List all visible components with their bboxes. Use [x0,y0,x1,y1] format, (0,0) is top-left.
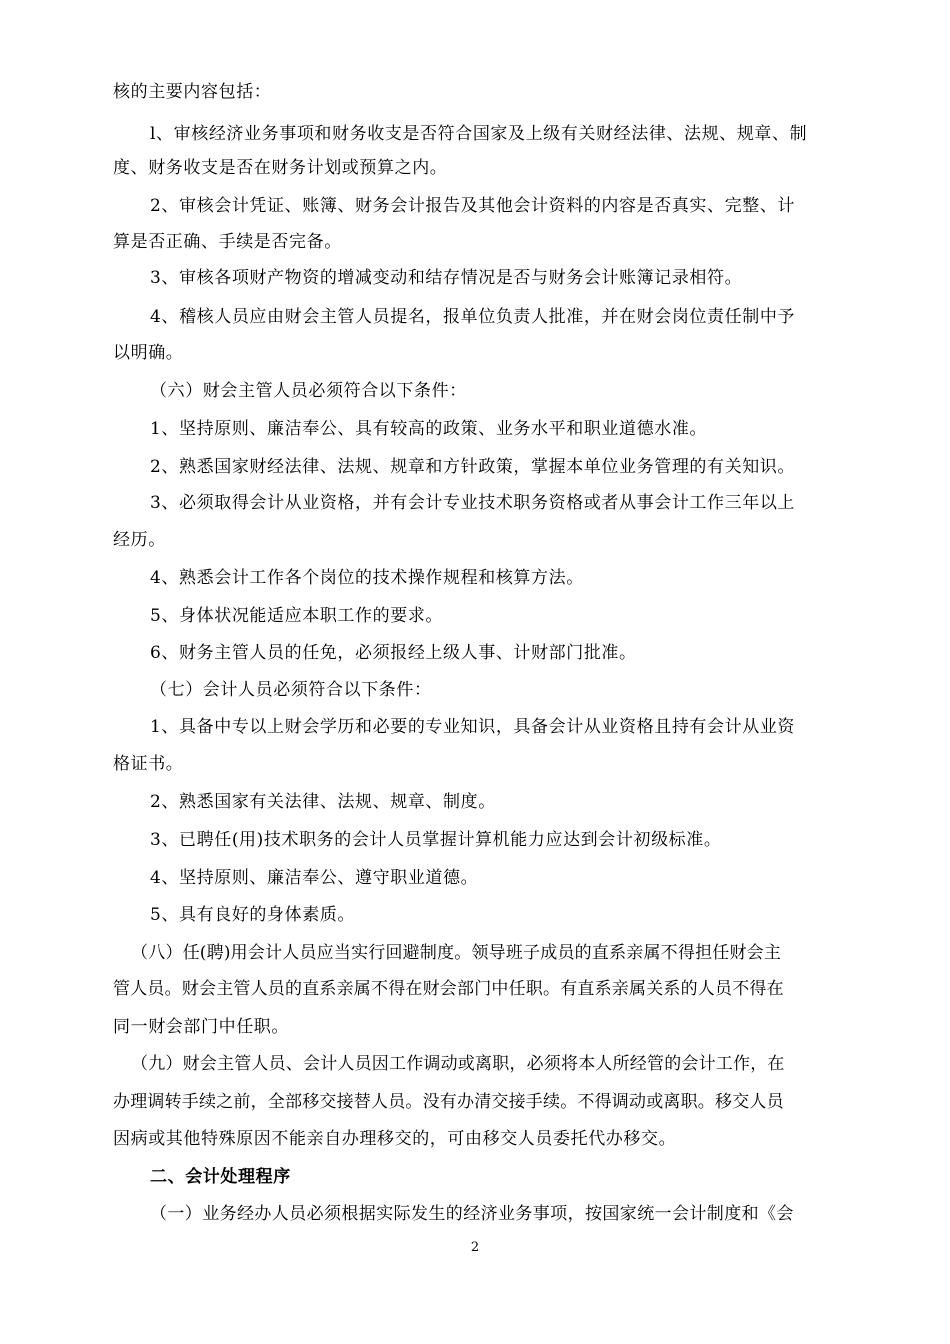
text-line: l、审核经济业务事项和财务收支是否符合国家及上级有关财经法律、法规、规章、制 [150,124,808,144]
text-line: 格证书。 [113,754,184,774]
text-line: 5、具有良好的身体素质。 [150,905,356,925]
text-line: 度、财务收支是否在财务计划或预算之内。 [113,158,448,178]
text-line: 1、坚持原则、廉洁奉公、具有较高的政策、业务水平和职业道德水准。 [150,419,708,439]
text-line: 2、熟悉国家财经法律、法规、规章和方针政策，掌握本单位业务管理的有关知识。 [150,457,796,477]
text-line: 以明确。 [113,343,184,363]
text-line: 3、已聘任(用)技术职务的会计人员掌握计算机能力应达到会计初级标准。 [150,830,722,850]
text-line: 算是否正确、手续是否完备。 [113,232,342,252]
text-line: 经历。 [113,530,166,550]
text-line: 3、审核各项财产物资的增减变动和结存情况是否与财务会计账簿记录相符。 [150,268,743,288]
text-line: （九）财会主管人员、会计人员因工作调动或离职，必须将本人所经管的会计工作，在 [131,1054,785,1074]
page-number: 2 [470,1240,480,1255]
text-line: 4、坚持原则、廉洁奉公、遵守职业道德。 [150,868,479,888]
text-line: 4、熟悉会计工作各个岗位的技术操作规程和核算方法。 [150,568,584,588]
text-line: 核的主要内容包括： [113,82,272,102]
text-line: 因病或其他特殊原因不能亲自办理移交的，可由移交人员委托代办移交。 [113,1129,677,1149]
text-line: （一）业务经办人员必须根据实际发生的经济业务事项，按国家统一会计制度和《会 [150,1204,794,1224]
text-line: （八）任(聘)用会计人员应当实行回避制度。领导班子成员的直系亲属不得担任财会主 [131,943,782,963]
text-line: 办理调转手续之前，全部移交接替人员。没有办清交接手续。不得调动或离职。移交人员 [113,1092,784,1112]
text-line: 1、具备中专以上财会学历和必要的专业知识，具备会计从业资格且持有会计从业资 [150,717,796,737]
section-heading: （七）会计人员必须符合以下条件： [150,680,432,700]
text-line: 同一财会部门中任职。 [113,1017,289,1037]
text-line: 2、熟悉国家有关法律、法规、规章、制度。 [150,792,496,812]
text-line: 管人员。财会主管人员的直系亲属不得在财会部门中任职。有直系亲属关系的人员不得在 [113,979,784,999]
section-heading: （六）财会主管人员必须符合以下条件： [150,381,467,401]
text-line: 3、必须取得会计从业资格，并有会计专业技术职务资格或者从事会计工作三年以上 [150,493,796,513]
text-line: 5、身体状况能适应本职工作的要求。 [150,606,444,626]
text-line: 6、财务主管人员的任免，必须报经上级人事、计财部门批准。 [150,643,637,663]
text-line: 4、稽核人员应由财会主管人员提名，报单位负责人批准，并在财会岗位责任制中予 [150,307,796,327]
text-line: 2、审核会计凭证、账簿、财务会计报告及其他会计资料的内容是否真实、完整、计 [150,196,796,216]
chapter-heading: 二、会计处理程序 [150,1167,291,1187]
